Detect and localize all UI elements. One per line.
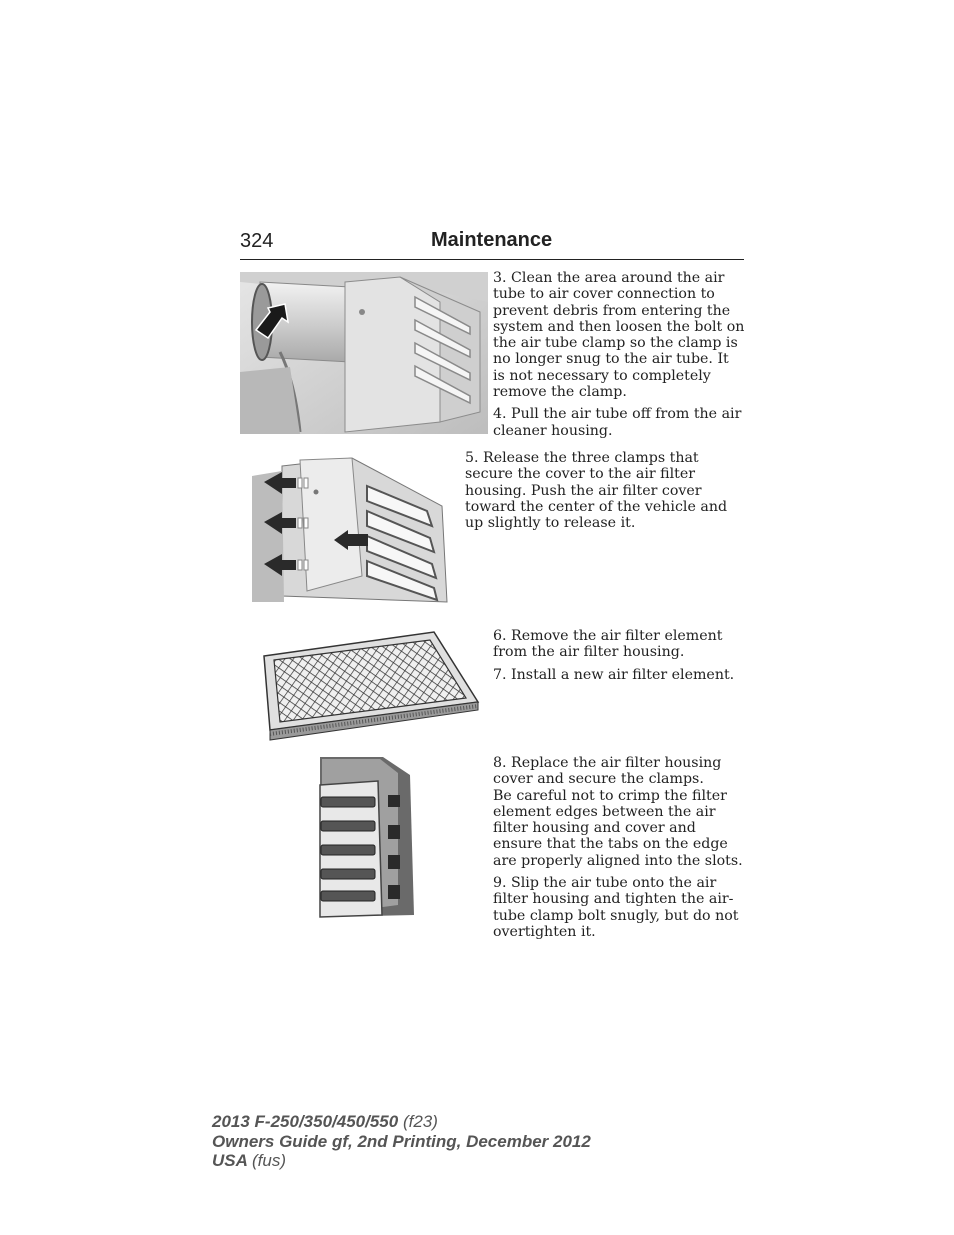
footer-model-code: (f23): [402, 1112, 438, 1131]
step-8: [493, 755, 745, 869]
step-5-text: [465, 450, 745, 537]
steps-6-7-text: [493, 628, 745, 689]
footer-line-1: [212, 1112, 591, 1132]
page-header: [240, 229, 744, 260]
step-8-note: Be careful not to crimp the filter element edges between the air filter housing and cover and ensure that the tabs on the edge are properly aligned into the slots.: [493, 787, 743, 869]
step-4: 4. Pull the air tube off from the air cleaner housing.: [493, 406, 742, 439]
step-3: 3. Clean the area around the air tube to air cover connection to prevent debris from entering the system and then loosen the bolt on the air tube clamp so the clamp is no longer snug to the air tube. It is not necessary to completely remove the clamp.: [493, 270, 745, 401]
section-title: Maintenance: [431, 229, 553, 251]
step-5: 5. Release the three clamps that secure the cover to the air filter housing. Push the air filter cover toward the center of the vehicle and up slightly to release it.: [465, 450, 728, 532]
footer-line-3: [212, 1151, 591, 1171]
step-6: 6. Remove the air filter element from the air filter housing.: [493, 628, 723, 661]
page-number: 324: [240, 230, 274, 252]
step-8-text: 8. Replace the air filter housing cover and secure the clamps.: [493, 755, 722, 788]
step-9: 9. Slip the air tube onto the air filter housing and tighten the air-tube clamp bolt snugly, but do not overtighten it.: [493, 875, 739, 940]
steps-8-9-text: [493, 755, 745, 946]
step-7: 7. Install a new air filter element.: [493, 666, 735, 683]
page-footer: [212, 1112, 591, 1171]
footer-model: 2013 F-250/350/450/550: [212, 1112, 399, 1131]
air-tube-clamp-illustration: [240, 272, 488, 434]
air-filter-clamps-illustration: [252, 456, 452, 604]
footer-guide: Owners Guide gf, 2nd Printing, December 2012: [212, 1131, 591, 1151]
steps-3-4-text: [493, 270, 745, 445]
air-filter-housing-cover-illustration: [318, 755, 416, 920]
air-filter-element-illustration: [262, 630, 480, 742]
footer-market-code: (fus): [252, 1151, 286, 1170]
footer-market: USA: [212, 1151, 248, 1170]
